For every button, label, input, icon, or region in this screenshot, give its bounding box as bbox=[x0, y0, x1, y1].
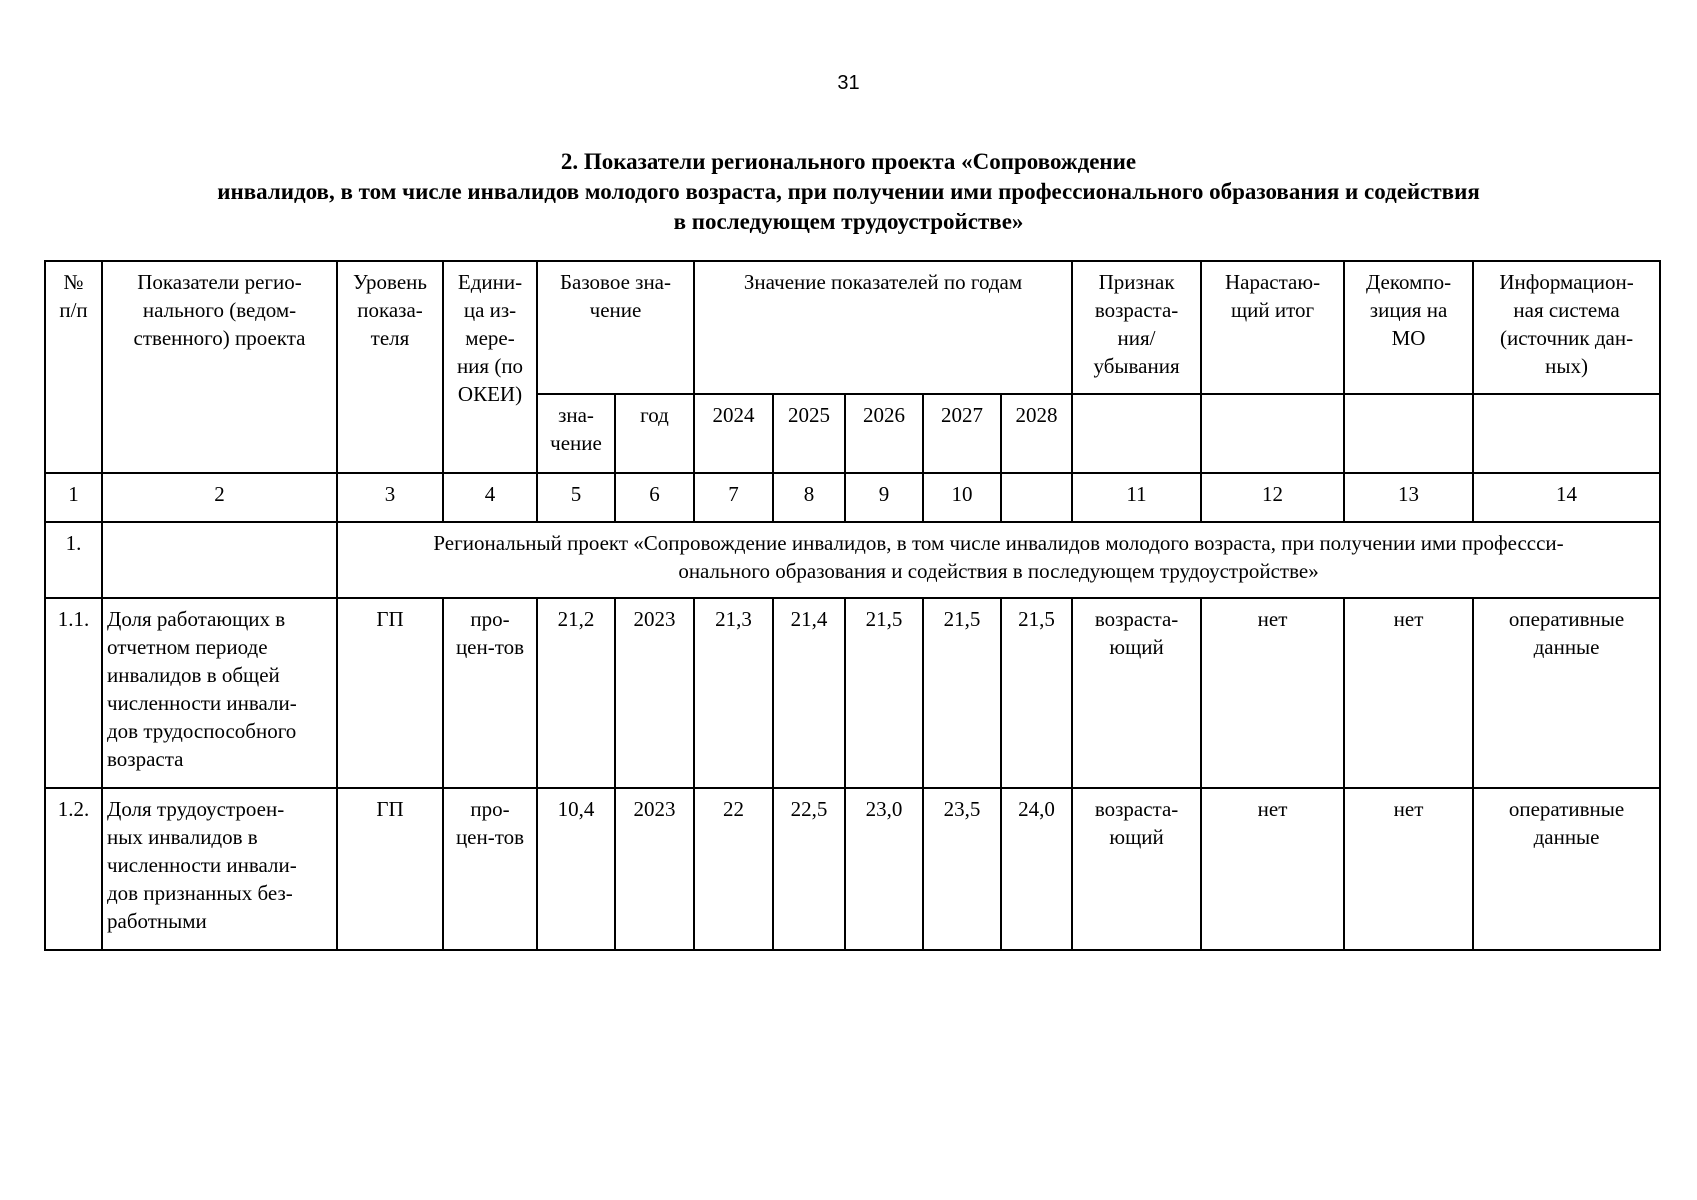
base-year: 2023 bbox=[615, 788, 694, 950]
header-empty-cell bbox=[1473, 394, 1660, 473]
header-year-2026: 2026 bbox=[845, 394, 923, 473]
column-number: 8 bbox=[773, 473, 845, 522]
section-title-line-1: Региональный проект «Сопровождение инвалидов, в том числе инвалидов молодого возраста, при получении ими профессси- bbox=[433, 531, 1564, 555]
value-2027: 21,5 bbox=[923, 598, 1001, 788]
indicator-unit: про- цен-тов bbox=[443, 598, 537, 788]
value-2028: 24,0 bbox=[1001, 788, 1072, 950]
header-unit: Едини- ца из- мере- ния (по ОКЕИ) bbox=[443, 261, 537, 473]
value-2025: 21,4 bbox=[773, 598, 845, 788]
decomposition: нет bbox=[1344, 598, 1473, 788]
base-value: 10,4 bbox=[537, 788, 615, 950]
header-indicators: Показатели регио- нального (ведом- ственного) проекта bbox=[102, 261, 337, 473]
column-number: 9 bbox=[845, 473, 923, 522]
column-number: 11 bbox=[1072, 473, 1201, 522]
header-year-2024: 2024 bbox=[694, 394, 773, 473]
growth-sign: возраста- ющий bbox=[1072, 788, 1201, 950]
value-2025: 22,5 bbox=[773, 788, 845, 950]
indicator-unit: про- цен-тов bbox=[443, 788, 537, 950]
column-number: 4 bbox=[443, 473, 537, 522]
cumulative-total: нет bbox=[1201, 788, 1344, 950]
title-line-2: инвалидов, в том числе инвалидов молодого возраста, при получении ими профессионального образования и содействия bbox=[217, 179, 1480, 204]
value-2028: 21,5 bbox=[1001, 598, 1072, 788]
title-line-3: в последующем трудоустройстве» bbox=[673, 209, 1024, 234]
header-empty-cell bbox=[1201, 394, 1344, 473]
header-cumulative: Нарастаю- щий итог bbox=[1201, 261, 1344, 394]
column-numbers-row bbox=[45, 473, 1660, 522]
table-row bbox=[45, 788, 1660, 950]
header-base-year: год bbox=[615, 394, 694, 473]
page-number: 31 bbox=[837, 72, 860, 94]
column-number: 14 bbox=[1473, 473, 1660, 522]
growth-sign: возраста- ющий bbox=[1072, 598, 1201, 788]
info-system: оперативные данные bbox=[1473, 788, 1660, 950]
column-number: 5 bbox=[537, 473, 615, 522]
value-2027: 23,5 bbox=[923, 788, 1001, 950]
section-row bbox=[45, 522, 1660, 598]
section-title-line-2: онального образования и содействия в последующем трудоустройстве» bbox=[678, 559, 1319, 583]
title-line-1: 2. Показатели регионального проекта «Сопровождение bbox=[560, 149, 1137, 174]
column-number: 10 bbox=[923, 473, 1001, 522]
header-empty-cell bbox=[1344, 394, 1473, 473]
indicator-name: Доля работающих в отчетном периоде инвалидов в общей численности инвали- дов трудоспособного возраста bbox=[102, 598, 337, 788]
decomposition: нет bbox=[1344, 788, 1473, 950]
header-year-2027: 2027 bbox=[923, 394, 1001, 473]
column-number: 6 bbox=[615, 473, 694, 522]
row-number: 1.2. bbox=[45, 788, 102, 950]
header-empty-cell bbox=[1072, 394, 1201, 473]
value-2024: 22 bbox=[694, 788, 773, 950]
header-row-1 bbox=[45, 261, 1660, 394]
header-info-system: Информацион- ная система (источник дан- ных) bbox=[1473, 261, 1660, 394]
table-row bbox=[45, 598, 1660, 788]
indicators-table bbox=[44, 260, 1661, 951]
cumulative-total: нет bbox=[1201, 598, 1344, 788]
section-empty-cell bbox=[102, 522, 337, 598]
indicator-name: Доля трудоустроен- ных инвалидов в численности инвали- дов признанных без- работными bbox=[102, 788, 337, 950]
column-number: 7 bbox=[694, 473, 773, 522]
column-number: 13 bbox=[1344, 473, 1473, 522]
base-value: 21,2 bbox=[537, 598, 615, 788]
value-2026: 21,5 bbox=[845, 598, 923, 788]
header-base: Базовое зна- чение bbox=[537, 261, 694, 394]
header-year-2028: 2028 bbox=[1001, 394, 1072, 473]
value-2024: 21,3 bbox=[694, 598, 773, 788]
indicator-level: ГП bbox=[337, 598, 443, 788]
header-decomposition: Декомпо- зиция на МО bbox=[1344, 261, 1473, 394]
value-2026: 23,0 bbox=[845, 788, 923, 950]
header-year-2025: 2025 bbox=[773, 394, 845, 473]
info-system: оперативные данные bbox=[1473, 598, 1660, 788]
column-number bbox=[1001, 473, 1072, 522]
header-level: Уровень показа- теля bbox=[337, 261, 443, 473]
column-number: 1 bbox=[45, 473, 102, 522]
column-number: 12 bbox=[1201, 473, 1344, 522]
section-title bbox=[337, 522, 1660, 598]
column-number: 3 bbox=[337, 473, 443, 522]
column-number: 2 bbox=[102, 473, 337, 522]
document-title bbox=[0, 147, 1697, 237]
header-base-value: зна- чение bbox=[537, 394, 615, 473]
section-number: 1. bbox=[45, 522, 102, 598]
header-growth: Признак возраста- ния/ убывания bbox=[1072, 261, 1201, 394]
header-values-by-year: Значение показателей по годам bbox=[694, 261, 1072, 394]
header-num: № п/п bbox=[45, 261, 102, 473]
base-year: 2023 bbox=[615, 598, 694, 788]
row-number: 1.1. bbox=[45, 598, 102, 788]
indicator-level: ГП bbox=[337, 788, 443, 950]
